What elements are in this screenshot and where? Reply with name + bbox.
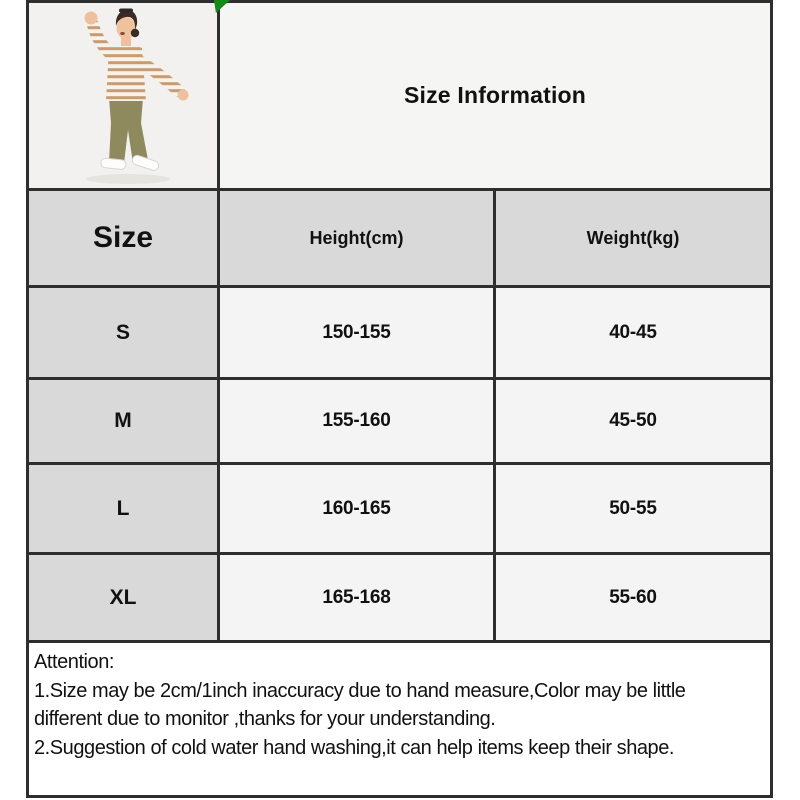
column-header-size: Size (29, 191, 217, 285)
pants (109, 98, 148, 163)
size-info-sheet (26, 0, 773, 798)
column-header-height: Height(cm) (220, 191, 493, 285)
row-label-l: L (29, 465, 217, 552)
height-value-xl: 165-168 (220, 555, 493, 640)
row-label-m: M (29, 380, 217, 462)
sunglasses-icon (119, 9, 133, 13)
attention-note (29, 643, 770, 795)
height-value-s: 150-155 (220, 288, 493, 377)
attention-line-2: different due to monitor ,thanks for your understanding. (34, 708, 496, 730)
size-information-header (220, 3, 770, 188)
attention-title: Attention: (34, 651, 115, 673)
height-value-l: 160-165 (220, 465, 493, 552)
smile (120, 32, 125, 35)
attention-line-3: 2.Suggestion of cold water hand washing,it can help items keep their shape. (34, 736, 675, 759)
page-title: Size Information (403, 82, 587, 108)
weight-value-l: 50-55 (496, 465, 770, 552)
weight-value-m: 45-50 (496, 380, 770, 462)
weight-value-s: 40-45 (496, 288, 770, 377)
weight-value-xl: 55-60 (496, 555, 770, 640)
column-header-weight: Weight(kg) (496, 191, 770, 285)
row-label-xl: XL (29, 555, 217, 640)
row-label-s: S (29, 288, 217, 377)
product-model-photo (29, 3, 217, 188)
height-value-m: 155-160 (220, 380, 493, 462)
floor-shadow (86, 174, 170, 184)
model-illustration (29, 3, 217, 188)
attention-line-1: 1.Size may be 2cm/1inch inaccuracy due to hand measure,Color may be little (34, 679, 686, 702)
